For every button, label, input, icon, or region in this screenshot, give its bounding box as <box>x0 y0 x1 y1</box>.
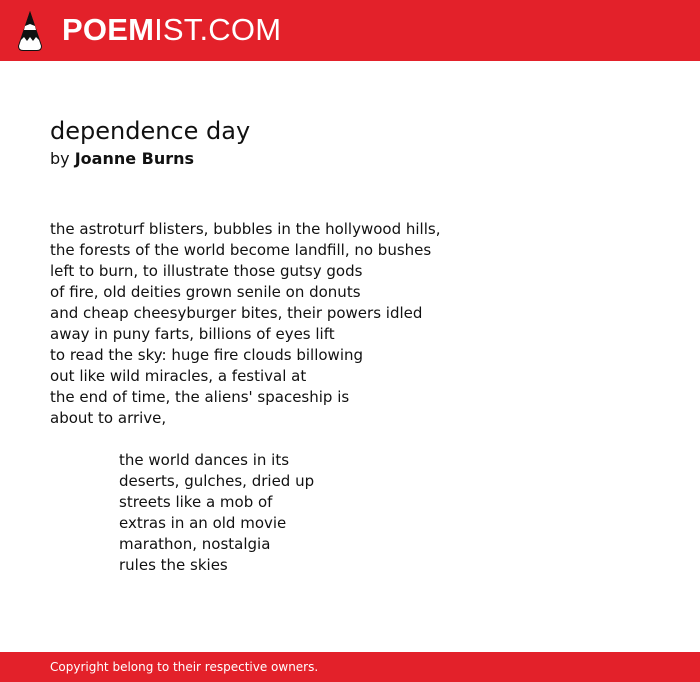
poem-body <box>50 219 440 576</box>
poem-line: the world dances in its <box>119 451 290 469</box>
poem-line: the astroturf blisters, bubbles in the hollywood hills, <box>50 220 441 238</box>
site-logo-text[interactable] <box>62 12 281 48</box>
poem-line: to read the sky: huge fire clouds billowing <box>50 346 364 364</box>
poem-line: left to burn, to illustrate those gutsy gods <box>50 262 363 280</box>
byline <box>50 149 194 169</box>
indented-stanza <box>50 450 440 576</box>
poem-line: rules the skies <box>119 556 228 574</box>
poem-line: away in puny farts, billions of eyes lift <box>50 325 335 343</box>
author-link[interactable]: Joanne Burns <box>74 149 195 168</box>
poem-line: the end of time, the aliens' spaceship is <box>50 388 350 406</box>
site-header <box>0 0 700 61</box>
by-label: by <box>50 149 70 168</box>
poem-line: marathon, nostalgia <box>119 535 271 553</box>
poem-line: deserts, gulches, dried up <box>119 472 315 490</box>
poem-line: and cheap cheesyburger bites, their powers idled <box>50 304 423 322</box>
brand-light: IST.COM <box>154 12 282 47</box>
pencil-tip-icon[interactable] <box>17 10 43 52</box>
poem-line: out like wild miracles, a festival at <box>50 367 307 385</box>
brand-bold: POEM <box>62 12 155 47</box>
stanza-break <box>50 429 440 450</box>
poem-title: dependence day <box>50 117 251 145</box>
poem-line: extras in an old movie <box>119 514 287 532</box>
poem-line: about to arrive, <box>50 409 167 427</box>
copyright-text: Copyright belong to their respective owners. <box>50 660 319 674</box>
poem-line: streets like a mob of <box>119 493 273 511</box>
poem-line: the forests of the world become landfill, no bushes <box>50 241 432 259</box>
site-footer <box>0 652 700 682</box>
poem-line: of fire, old deities grown senile on donuts <box>50 283 361 301</box>
